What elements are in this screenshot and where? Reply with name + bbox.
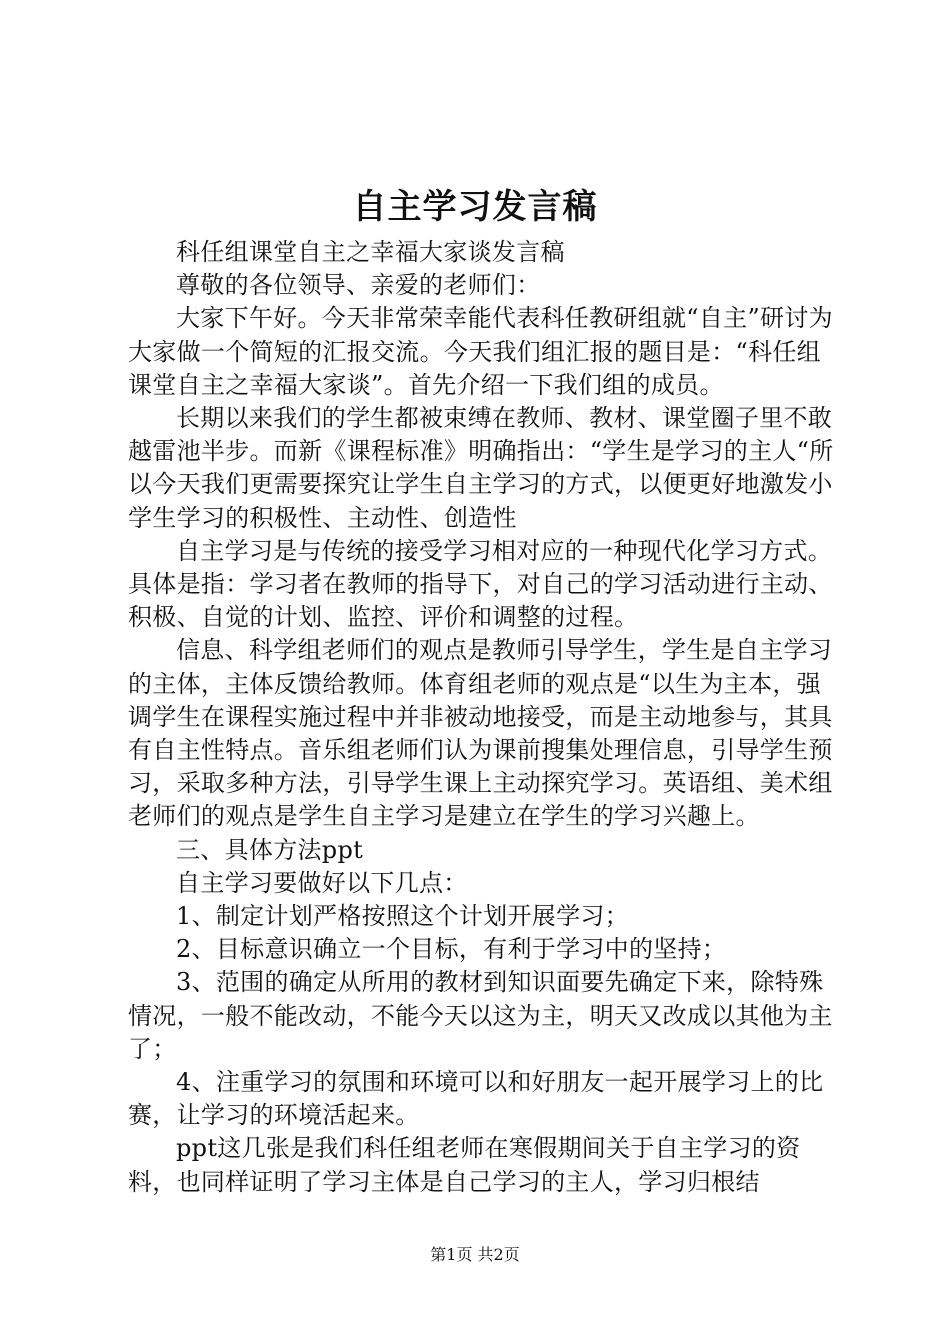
page-footer: 第1页 共2页 bbox=[430, 1245, 520, 1264]
paragraph-intro: 大家下午好。今天非常荣幸能代表科任教研组就“自主”研讨为大家做一个简短的汇报交流。今天我们组汇报的题目是：“科任组课堂自主之幸福大家谈”。首先介绍一下我们组的成员。 bbox=[128, 304, 833, 399]
list-item-plan: 1、制定计划严格按照这个计划开展学习； bbox=[176, 902, 629, 931]
list-item-scope: 3、范围的确定从所用的教材到知识面要先确定下来，除特殊情况，一般不能改动，不能今天以这为主，明天又改成以其他为主了； bbox=[128, 968, 833, 1063]
document-body bbox=[128, 236, 834, 1199]
paragraph-points-intro: 自主学习要做好以下几点： bbox=[176, 868, 468, 897]
list-item-environment: 4、注重学习的氛围和环境可以和好朋友一起开展学习上的比赛，让学习的环境活起来。 bbox=[128, 1068, 824, 1130]
paragraph-group-views: 信息、科学组老师们的观点是教师引导学生，学生是自主学习的主体，主体反馈给教师。体育组老师的观点是“以生为主本，强调学生在课程实施过程中并非被动地接受，而是主动地参与，其具有自主性特点。音乐组老师们认为课前搜集处理信息，引导学生预习，采取多种方法，引导学生课上主动探究学习。英语组、美术组老师们的观点是学生自主学习是建立在学生的学习兴趣上。 bbox=[128, 636, 833, 831]
list-item-goal: 2、目标意识确立一个目标，有利于学习中的坚持； bbox=[176, 935, 727, 964]
paragraph-section-heading: 三、具体方法ppt bbox=[176, 835, 364, 864]
paragraph-greeting: 尊敬的各位领导、亲爱的老师们： bbox=[176, 271, 541, 300]
document-title: 自主学习发言稿 bbox=[352, 187, 598, 227]
paragraph-definition: 自主学习是与传统的接受学习相对应的一种现代化学习方式。具体是指：学习者在教师的指导下，对自己的学习活动进行主动、积极、自觉的计划、监控、评价和调整的过程。 bbox=[128, 536, 833, 632]
paragraph-ppt-materials: ppt这几张是我们科任组老师在寒假期间关于自主学习的资料，也同样证明了学习主体是自己学习的主人，学习归根结 bbox=[128, 1134, 801, 1196]
paragraph-subtitle: 科任组课堂自主之幸福大家谈发言稿 bbox=[176, 238, 565, 266]
paragraph-background: 长期以来我们的学生都被束缚在教师、教材、课堂圈子里不敢越雷池半步。而新《课程标准》明确指出：“学生是学习的主人“所以今天我们更需要探究让学生自主学习的方式，以便更好地激发小学生学习的积极性、主动性、创造性 bbox=[128, 404, 834, 532]
